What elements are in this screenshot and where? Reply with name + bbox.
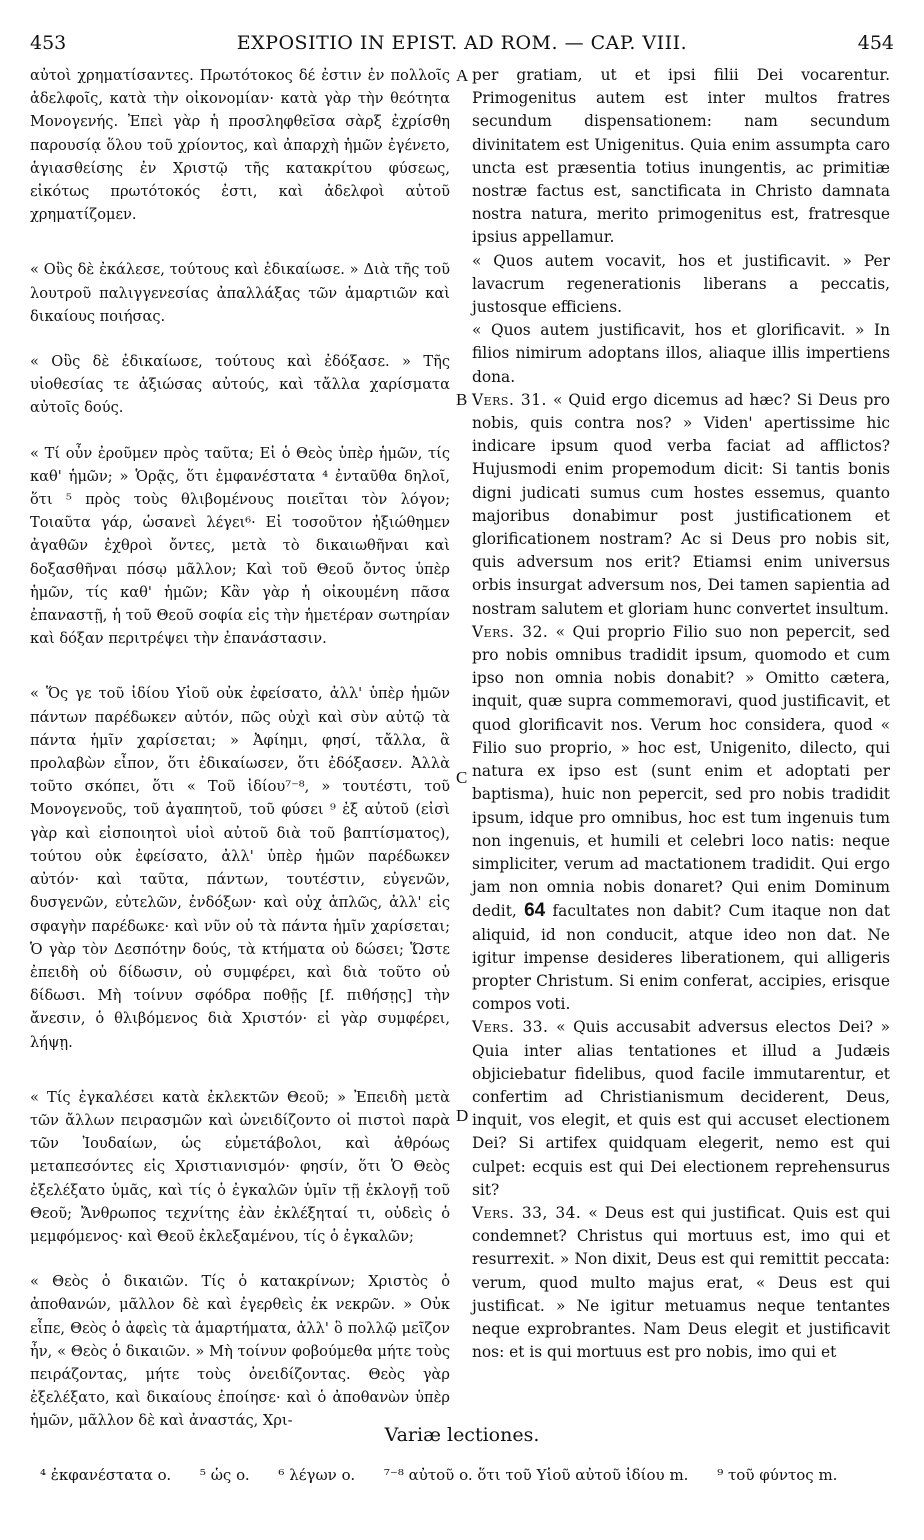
variant-note: ⁵ ὡς o. [199, 1466, 250, 1484]
latin-text: Vers. 32. « Qui proprio Filio suo non pepercit, sed pro nobis omnibus tradidit ipsum, quomodo et cum ipso non omnia nobis donabit? » Omitto cætera, inquit, quæ supra commemoravi, quod justificavit, et quod glorificavit nos. Verum hoc considera, quod « Filio suo proprio, » hoc est, Unigenito, dilecto, qui natura ex ipso est (sunt enim et adoptati per baptisma), huic non pepercit, sed pro nobis tradidit ipsum, idque pro omnibus, hoc est tum ingenuis tum non ingenuis, et humili et celebri loco natis: neque simpliciter, verum ad mactationem tradidit. Qui ergo jam non omnia nobis donaret? Qui enim Dominum dedit, [472, 622, 891, 921]
greek-paragraph: « Τί οὖν ἐροῦμεν πρὸς ταῦτα; Εἰ ὁ Θεὸς ὑπὲρ ἡμῶν, τίς καθ' ἡμῶν; » Ὁρᾷς, ὅτι ἐμφανέστατα ⁴ ἐνταῦθα δηλοῖ, ὅτι ⁵ πρὸς τοὺς θλιβομένους ποιεῖται τὸν λόγον; Τοιαῦτα γάρ, ὡσανεὶ λέγει⁶· Εἰ τοσοῦτον ἠξιώθημεν ἀγαθῶν ἐχθροὶ ὄντες, μετὰ τὸ δικαιωθῆναι καὶ δοξασθῆναι πόσῳ μᾶλλον; Καὶ τοῦ Θεοῦ ὄντος ὑπὲρ ἡμῶν, τίς καθ' ἡμῶν; Κἂν γὰρ ἡ οἰκουμένη πᾶσα ἐπαναστῇ, ἡ τοῦ Θεοῦ σοφία εἰς τὴν ἡμετέραν σωτηρίαν καὶ δόξαν περιτρέψει τὴν ἐπανάστασιν. [30, 444, 450, 648]
latin-text: facultates non dabit? Cum itaque non dat aliquid, id non conducit, atque ideo non dat. Ne igitur impense desideres liberationem, qui alligeris propter Christum. Si enim conferat, accipies, erisque compos voti. [472, 902, 890, 1014]
greek-paragraph: « Ὅς γε τοῦ ἰδίου Υἱοῦ οὐκ ἐφείσατο, ἀλλ' ὑπὲρ ἡμῶν πάντων παρέδωκεν αὐτόν, πῶς οὐχὶ καὶ σὺν αὐτῷ τὰ πάντα ἡμῖν χαρίσεται; » Ἀφίημι, φησί, τἄλλα, ἃ προλαβὼν εἶπον, ὅτι ἐδικαίωσεν, ὅτι ἐδόξασεν. Ἀλλὰ τοῦτο σκόπει, ὅτι « Τοῦ ἰδίου⁷⁻⁸, » τουτέστι, τοῦ Μονογενοῦς, τοῦ ἀγαπητοῦ, τοῦ φύσει ⁹ ἐξ αὐτοῦ (εἰσὶ γὰρ καὶ εἰσποιητοὶ υἱοὶ αὐτοῦ διὰ τοῦ βαπτίσματος), τούτου οὐκ ἐφείσατο, ἀλλ' ὑπὲρ ἡμῶν παρέδωκεν αὐτόν· καὶ ταῦτα, πάντων, τουτέστιν, εὐγενῶν, δυσγενῶν, εὐτελῶν, ἐνδόξων· καὶ οὐχ ἁπλῶς, ἀλλ' εἰς σφαγὴν παρέδωκε· καὶ νῦν οὐ τὰ πάντα ἡμῖν χαρίσεται; Ὁ γὰρ τὸν Δεσπότην δούς, τὰ κτήματα οὐ δώσει; Ὥστε ἐπειδὴ οὐ δίδωσιν, οὐ συμφέρει, καὶ διὰ τοῦτο οὐ δίδωσι. Μὴ τοίνυν σφόδρα ποθῇς [f. πιθήσῃς] τὴν ἄνεσιν, ὁ θλιβόμενος διὰ Χριστόν· εἰ γὰρ συμφέρει, λήψῃ. [30, 685, 450, 1051]
variae-lectiones-title: Variæ lectiones. [384, 1424, 540, 1446]
variant-note: ⁹ τοῦ φύντος m. [717, 1466, 838, 1484]
latin-paragraph: « Quos autem vocavit, hos et justificavit. » Per lavacrum regenerationis liberans a peccatis, justosque efficiens. [472, 251, 890, 317]
greek-paragraph: « Θεὸς ὁ δικαιῶν. Τίς ὁ κατακρίνων; Χριστὸς ὁ ἀποθανών, μᾶλλον δὲ καὶ ἐγερθεὶς ἐκ νεκρῶν. » Οὐκ εἶπε, Θεὸς ὁ ἀφεὶς τὰ ἁμαρτήματα, ἀλλ' ὃ πολλῷ μεῖζον ἦν, « Θεὸς ὁ δικαιῶν. » Μὴ τοίνυν φοβούμεθα μήτε τοὺς πειράζοντας, μήτε τοὺς ὀνειδίζοντας. Θεὸς γὰρ ἐξελέξατο, καὶ δικαίους ἐποίησε· καὶ ὁ ἀποθανὼν ὑπὲρ ἡμῶν, μᾶλλον δὲ καὶ ἀναστάς, Χρι- [30, 1273, 450, 1430]
latin-column [472, 64, 890, 1364]
page-number-left: 453 [30, 32, 67, 54]
latin-paragraph: Vers. 31. « Quid ergo dicemus ad hæc? Si Deus pro nobis, quis contra nos? » Viden' apertissime hic indicare ipsum quod verba faciat ad afflictos? Hujusmodi enim propemodum dicit: Si tantis bonis digni judicati sumus cum hostes essemus, quanto majoribus donabimur post justificationem et glorificationem nostram? Ac si Deus pro nobis sit, quis adversum nos erit? Etiamsi enim universus orbis insurgat adversum nos, Dei tamen sapientia ad nostram salutem et gloriam hunc convertet insultum. [472, 390, 891, 618]
margin-marker-a: A [456, 66, 469, 85]
greek-paragraph: αὐτοὶ χρηματίσαντες. Πρωτότοκος δέ ἐστιν ἐν πολλοῖς ἀδελφοῖς, κατὰ τὴν οἰκονομίαν· κατὰ γὰρ τὴν θεότητα Μονογενής. Ἐπεὶ γὰρ ἡ προσληφθεῖσα σὰρξ ἐχρίσθη παρουσίᾳ ὅλου τοῦ χρίοντος, καὶ ἀπαρχὴ ἡμῶν ἐγένετο, ἁγιασθείσης ἐν Χριστῷ τῆς κατακρίτου φύσεως, εἰκότως πρωτότοκός ἐστι, καὶ ἀδελφοὶ αὐτοῦ χρηματίζομεν. [30, 67, 450, 224]
margin-marker-b: B [456, 390, 468, 409]
verse-label: Vers. 31. [472, 390, 547, 409]
migne-column-number: 64 [524, 900, 546, 922]
running-header [30, 32, 894, 58]
variant-note: ⁷⁻⁸ αὐτοῦ o. ὅτι τοῦ Υἱοῦ αὐτοῦ ἰδίου m. [383, 1466, 689, 1484]
variant-note: ⁴ ἐκφανέστατα o. [40, 1466, 172, 1484]
verse-label: Vers. 32. [472, 622, 549, 641]
latin-paragraph: « Quos autem justificavit, hos et glorificavit. » In filios nimirum adoptans illos, aliaque illis impertiens dona. [472, 321, 890, 386]
latin-paragraph: Vers. 33, 34. « Deus est qui justificat. Quis est qui condemnet? Christus qui mortuus est, imo qui et resurrexit. » Non dixit, Deus est qui remittit peccata: verum, quod multo majus erat, « Deus est qui justificat. » Ne igitur metuamus neque tentantes neque exprobrantes. Nam Deus elegit et justificavit nos: et is qui mortuus est pro nobis, imo qui et [472, 1203, 890, 1362]
greek-paragraph: « Τίς ἐγκαλέσει κατὰ ἐκλεκτῶν Θεοῦ; » Ἐπειδὴ μετὰ τῶν ἄλλων πειρασμῶν καὶ ὠνειδίζοντο οἱ πιστοὶ παρὰ τῶν Ἰουδαίων, ὡς εὐμετάβολοι, καὶ ἀθρόως μεταπεσόντες εἰς Χριστιανισμόν· φησίν, ὅτι Ὁ Θεὸς ἐξελέξατο ὑμᾶς, καὶ τίς ὁ ἐγκαλῶν ὑμῖν τῇ ἐκλογῇ τοῦ Θεοῦ; Ἄνθρωπος τεχνίτης ἐὰν ἐκλέξηταί τι, οὐδεὶς ὁ μεμφόμενος· καὶ Θεοῦ ἐκλεξαμένου, τίς ὁ ἐγκαλῶν; [30, 1088, 450, 1245]
verse-label: Vers. 33, 34. [472, 1203, 582, 1222]
page-number-right: 454 [857, 32, 894, 54]
latin-paragraph-vers-32 [472, 621, 890, 1016]
running-title: EXPOSITIO IN EPIST. AD ROM. — CAP. VIII. [236, 32, 688, 54]
verse-label: Vers. 33. [472, 1018, 549, 1037]
variae-lectiones-notes [40, 1466, 884, 1484]
margin-marker-c: C [456, 768, 468, 787]
greek-paragraph: « Οὓς δὲ ἐκάλεσε, τούτους καὶ ἐδικαίωσε. » Διὰ τῆς τοῦ λουτροῦ παλιγγενεσίας ἀπαλλάξας τῶν ἁμαρτιῶν καὶ δικαίους ποιήσας. [30, 261, 450, 325]
greek-column [30, 64, 450, 1433]
variant-note: ⁶ λέγων o. [278, 1466, 356, 1484]
latin-paragraph: per gratiam, ut et ipsi filii Dei vocarentur. Primogenitus autem est inter multos fratres secundum dispensationem: nam secundum divinitatem est Unigenitus. Quia enim assumpta caro uncta est præsentia totius inungentis, ac primitiæ nostræ factus est, sanctificata in Christo damnata nostra natura, merito primogenitus est, fratresque ipsius appellamur. [472, 66, 890, 247]
latin-paragraph: Vers. 33. « Quis accusabit adversus electos Dei? » Quia inter alias tentationes et illud a Judæis objiciebatur fidelibus, quod facile immutarentur, et confertim ad Christianismum deciderent, Deus, inquit, vos elegit, et quis est qui accuset electionem Dei? Si artifex quidquam elegerit, nemo est qui culpet: ecquis est qui Dei electionem reprehensurus sit? [472, 1018, 890, 1199]
margin-marker-d: D [456, 1106, 469, 1125]
greek-paragraph: « Οὓς δὲ ἐδικαίωσε, τούτους καὶ ἐδόξασε. » Τῆς υἱοθεσίας τε ἀξιώσας αὐτούς, καὶ τἄλλα χαρίσματα αὐτοῖς δούς. [30, 353, 450, 417]
